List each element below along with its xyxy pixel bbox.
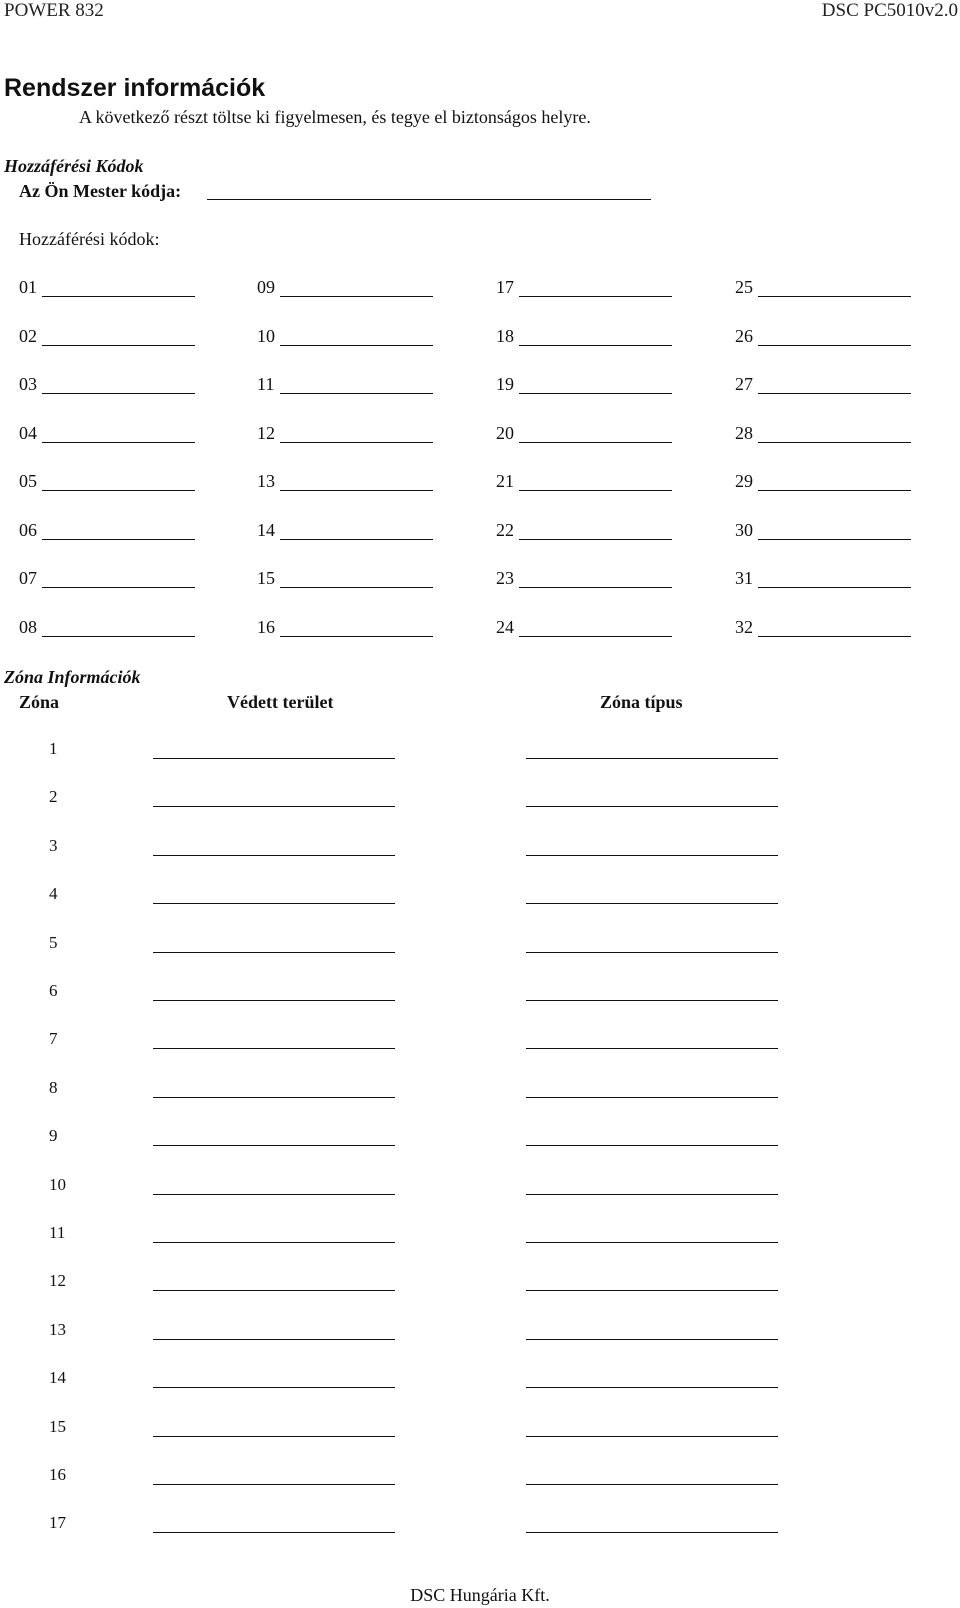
zone-row	[0, 1464, 960, 1488]
access-code-field[interactable]	[42, 442, 195, 443]
access-code-field[interactable]	[519, 636, 672, 637]
access-code-number: 19	[496, 374, 514, 394]
protected-area-field[interactable]	[153, 855, 395, 856]
access-code-number: 30	[735, 520, 753, 540]
zone-type-field[interactable]	[526, 1290, 778, 1291]
access-code-field[interactable]	[758, 393, 911, 394]
access-code-number: 21	[496, 471, 514, 491]
access-code-field[interactable]	[42, 490, 195, 491]
intro-text: A következő részt töltse ki figyelmesen, és tegye el biztonságos helyre.	[79, 107, 591, 127]
master-code-field[interactable]	[207, 199, 651, 200]
zone-row	[0, 786, 960, 810]
zone-number: 17	[49, 1513, 66, 1532]
header-product: POWER 832	[4, 0, 104, 21]
access-code-field[interactable]	[758, 296, 911, 297]
access-code-field[interactable]	[280, 296, 433, 297]
access-code-field[interactable]	[280, 442, 433, 443]
protected-area-column-header: Védett terület	[227, 692, 334, 712]
access-code-field[interactable]	[758, 636, 911, 637]
access-code-number: 27	[735, 374, 753, 394]
access-code-field[interactable]	[42, 296, 195, 297]
access-code-number: 20	[496, 423, 514, 443]
zone-type-field[interactable]	[526, 758, 778, 759]
zone-number: 13	[49, 1320, 66, 1339]
protected-area-field[interactable]	[153, 1387, 395, 1388]
access-code-field[interactable]	[519, 587, 672, 588]
access-code-field[interactable]	[519, 442, 672, 443]
access-code-number: 32	[735, 617, 753, 637]
zone-row	[0, 1270, 960, 1294]
access-code-number: 22	[496, 520, 514, 540]
access-code-number: 09	[257, 277, 275, 297]
access-code-field[interactable]	[42, 345, 195, 346]
access-code-number: 17	[496, 277, 514, 297]
zone-row	[0, 1125, 960, 1149]
zone-type-field[interactable]	[526, 903, 778, 904]
zone-number: 10	[49, 1175, 66, 1194]
access-code-number: 28	[735, 423, 753, 443]
zone-number: 3	[49, 836, 58, 855]
footer-company: DSC Hungária Kft.	[410, 1585, 550, 1605]
access-code-field[interactable]	[758, 587, 911, 588]
access-code-field[interactable]	[280, 490, 433, 491]
header-model: DSC PC5010v2.0	[821, 0, 958, 21]
access-code-field[interactable]	[42, 393, 195, 394]
zone-row	[0, 1416, 960, 1440]
access-code-field[interactable]	[519, 490, 672, 491]
zone-number: 7	[49, 1029, 58, 1048]
access-code-field[interactable]	[42, 587, 195, 588]
zone-type-field[interactable]	[526, 952, 778, 953]
protected-area-field[interactable]	[153, 1145, 395, 1146]
access-code-field[interactable]	[758, 539, 911, 540]
access-code-field[interactable]	[280, 587, 433, 588]
zone-number: 12	[49, 1271, 66, 1290]
access-code-number: 12	[257, 423, 275, 443]
zone-number: 1	[49, 739, 58, 758]
access-codes-heading: Hozzáférési Kódok	[4, 156, 144, 176]
zone-type-field[interactable]	[526, 1000, 778, 1001]
protected-area-field[interactable]	[153, 806, 395, 807]
zone-row	[0, 1028, 960, 1052]
access-code-field[interactable]	[519, 539, 672, 540]
protected-area-field[interactable]	[153, 1242, 395, 1243]
zone-column-header: Zóna	[19, 692, 60, 712]
access-code-field[interactable]	[280, 345, 433, 346]
zone-type-field[interactable]	[526, 1532, 778, 1533]
zone-number: 9	[49, 1126, 58, 1145]
access-code-number: 02	[19, 326, 37, 346]
protected-area-field[interactable]	[153, 1048, 395, 1049]
access-code-number: 01	[19, 277, 37, 297]
protected-area-field[interactable]	[153, 1194, 395, 1195]
access-codes-label: Hozzáférési kódok:	[19, 229, 160, 249]
zone-number: 15	[49, 1417, 66, 1436]
access-code-field[interactable]	[42, 539, 195, 540]
zone-number: 4	[49, 884, 58, 903]
zone-row	[0, 883, 960, 907]
zone-number: 2	[49, 787, 58, 806]
access-code-number: 04	[19, 423, 37, 443]
zone-type-field[interactable]	[526, 1242, 778, 1243]
access-code-field[interactable]	[519, 393, 672, 394]
zone-number: 8	[49, 1078, 58, 1097]
zone-row	[0, 1174, 960, 1198]
zone-type-field[interactable]	[526, 1194, 778, 1195]
access-code-field[interactable]	[519, 345, 672, 346]
access-code-number: 07	[19, 568, 37, 588]
protected-area-field[interactable]	[153, 1290, 395, 1291]
access-code-number: 11	[257, 374, 275, 394]
zone-row	[0, 1222, 960, 1246]
access-code-number: 08	[19, 617, 37, 637]
access-code-field[interactable]	[758, 442, 911, 443]
protected-area-field[interactable]	[153, 1097, 395, 1098]
zone-type-field[interactable]	[526, 806, 778, 807]
access-code-field[interactable]	[280, 393, 433, 394]
zone-row	[0, 1319, 960, 1343]
zone-number: 16	[49, 1465, 66, 1484]
zone-number: 6	[49, 981, 58, 1000]
master-code-label: Az Ön Mester kódja:	[19, 181, 182, 201]
zone-row	[0, 835, 960, 859]
zone-type-field[interactable]	[526, 855, 778, 856]
page-title: Rendszer információk	[4, 74, 266, 102]
access-code-number: 16	[257, 617, 275, 637]
access-code-number: 13	[257, 471, 275, 491]
access-code-number: 31	[735, 568, 753, 588]
protected-area-field[interactable]	[153, 1000, 395, 1001]
zone-type-field[interactable]	[526, 1145, 778, 1146]
access-code-number: 18	[496, 326, 514, 346]
zone-type-field[interactable]	[526, 1339, 778, 1340]
access-code-field[interactable]	[280, 636, 433, 637]
access-code-number: 05	[19, 471, 37, 491]
zone-type-column-header: Zóna típus	[600, 692, 683, 712]
protected-area-field[interactable]	[153, 1436, 395, 1437]
access-code-number: 10	[257, 326, 275, 346]
zone-type-field[interactable]	[526, 1097, 778, 1098]
protected-area-field[interactable]	[153, 952, 395, 953]
zone-type-field[interactable]	[526, 1484, 778, 1485]
access-code-field[interactable]	[280, 539, 433, 540]
zone-type-field[interactable]	[526, 1048, 778, 1049]
zone-row	[0, 738, 960, 762]
access-code-field[interactable]	[758, 490, 911, 491]
access-code-field[interactable]	[519, 296, 672, 297]
protected-area-field[interactable]	[153, 1532, 395, 1533]
zone-number: 11	[49, 1223, 66, 1242]
access-code-field[interactable]	[758, 345, 911, 346]
protected-area-field[interactable]	[153, 1484, 395, 1485]
zone-row	[0, 1367, 960, 1391]
zone-row	[0, 932, 960, 956]
access-code-number: 29	[735, 471, 753, 491]
access-code-number: 25	[735, 277, 753, 297]
zone-row	[0, 980, 960, 1004]
zone-type-field[interactable]	[526, 1436, 778, 1437]
access-code-number: 06	[19, 520, 37, 540]
zone-row	[0, 1077, 960, 1101]
access-code-number: 24	[496, 617, 514, 637]
zone-row	[0, 1512, 960, 1536]
access-code-number: 26	[735, 326, 753, 346]
protected-area-field[interactable]	[153, 903, 395, 904]
access-code-field[interactable]	[42, 636, 195, 637]
protected-area-field[interactable]	[153, 758, 395, 759]
zone-type-field[interactable]	[526, 1387, 778, 1388]
protected-area-field[interactable]	[153, 1339, 395, 1340]
zone-number: 14	[49, 1368, 66, 1387]
access-code-number: 03	[19, 374, 37, 394]
access-code-number: 23	[496, 568, 514, 588]
access-code-number: 14	[257, 520, 275, 540]
zones-heading: Zóna Információk	[4, 667, 141, 687]
zone-number: 5	[49, 933, 58, 952]
access-code-number: 15	[257, 568, 275, 588]
